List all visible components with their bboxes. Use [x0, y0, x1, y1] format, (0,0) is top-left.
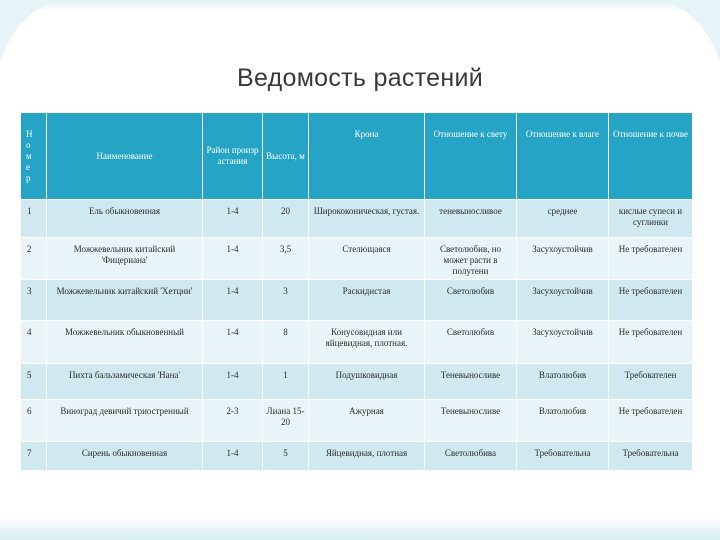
cell-crown: Конусовидная или яйцевидная, плотная.	[309, 321, 425, 364]
cell-soil: Требователен	[609, 364, 693, 400]
cell-height: 1	[263, 364, 309, 400]
cell-area: 1-4	[203, 321, 263, 364]
cell-moisture: Засухоустойчив	[517, 280, 609, 321]
cell-name: Пихта бальзамическая 'Нана'	[47, 364, 203, 400]
table-row	[21, 200, 693, 238]
cell-moisture: Засухоустойчив	[517, 238, 609, 280]
cell-crown: Раскидистая	[309, 280, 425, 321]
cell-moisture: Влатолюбив	[517, 364, 609, 400]
slide-title: Ведомость растений	[236, 64, 484, 92]
cell-name: Сирень обыкновенная	[47, 442, 203, 471]
cell-height: Лиана 15-20	[263, 400, 309, 442]
cell-soil: Не требователен	[609, 400, 693, 442]
cell-crown: Стелющаяся	[309, 238, 425, 280]
header-crown: Крона	[309, 113, 425, 200]
cell-soil: Не требователен	[609, 238, 693, 280]
cell-moisture: Засухоустойчив	[517, 321, 609, 364]
cell-number: 7	[21, 442, 47, 471]
cell-height: 3,5	[263, 238, 309, 280]
cell-number: 3	[21, 280, 47, 321]
cell-area: 1-4	[203, 238, 263, 280]
cell-soil: Не требователен	[609, 321, 693, 364]
cell-number: 6	[21, 400, 47, 442]
cell-moisture: среднее	[517, 200, 609, 238]
cell-area: 2-3	[203, 400, 263, 442]
table-row	[21, 280, 693, 321]
header-light: Отношение к свету	[425, 113, 517, 200]
cell-soil: Требовательна	[609, 442, 693, 471]
table-row	[21, 364, 693, 400]
cell-height: 8	[263, 321, 309, 364]
cell-crown: Ширококоническая, густая.	[309, 200, 425, 238]
header-number: Н о м ер	[21, 113, 47, 200]
table-row	[21, 400, 693, 442]
cell-name: Можжевельник китайский 'Хетцни'	[47, 280, 203, 321]
cell-number: 4	[21, 321, 47, 364]
cell-number: 5	[21, 364, 47, 400]
header-moisture: Отношение к влаге	[517, 113, 609, 200]
cell-soil: кислые супеси и суглинки	[609, 200, 693, 238]
cell-light: Светолюбив	[425, 321, 517, 364]
cell-crown: Ажурная	[309, 400, 425, 442]
header-height: Высота, м	[263, 113, 309, 200]
cell-light: Светолюбива	[425, 442, 517, 471]
cell-light: Светолюбив, но может расти в полутени	[425, 238, 517, 280]
cell-name: Виноград девичий триостренный	[47, 400, 203, 442]
cell-number: 1	[21, 200, 47, 238]
cell-crown: Яйцевидная, плотная	[309, 442, 425, 471]
table-row	[21, 442, 693, 471]
plants-table	[20, 112, 693, 471]
header-name: Наименование	[47, 113, 203, 200]
bottom-edge-decoration	[0, 518, 720, 540]
cell-moisture: Требовательна	[517, 442, 609, 471]
cell-crown: Подушковидная	[309, 364, 425, 400]
cell-area: 1-4	[203, 280, 263, 321]
cell-soil: Не требователен	[609, 280, 693, 321]
table-header-row	[21, 113, 693, 200]
cell-name: Ель обыкновенная	[47, 200, 203, 238]
cell-name: Можжевельник китайский 'Фицериана'	[47, 238, 203, 280]
table-row	[21, 238, 693, 280]
cell-light: Теневыносливе	[425, 364, 517, 400]
cell-light: Светолюбив	[425, 280, 517, 321]
cell-height: 5	[263, 442, 309, 471]
cell-area: 1-4	[203, 200, 263, 238]
cell-light: теневыносливое	[425, 200, 517, 238]
cell-height: 3	[263, 280, 309, 321]
cell-moisture: Влатолюбив	[517, 400, 609, 442]
cell-light: Теневыносливе	[425, 400, 517, 442]
cell-area: 1-4	[203, 442, 263, 471]
cell-name: Можжевельник обыкновенный	[47, 321, 203, 364]
table-row	[21, 321, 693, 364]
top-edge-decoration	[0, 0, 720, 12]
cell-height: 20	[263, 200, 309, 238]
header-area: Район произрастания	[203, 113, 263, 200]
header-soil: Отношение к почве	[609, 113, 693, 200]
cell-area: 1-4	[203, 364, 263, 400]
cell-number: 2	[21, 238, 47, 280]
